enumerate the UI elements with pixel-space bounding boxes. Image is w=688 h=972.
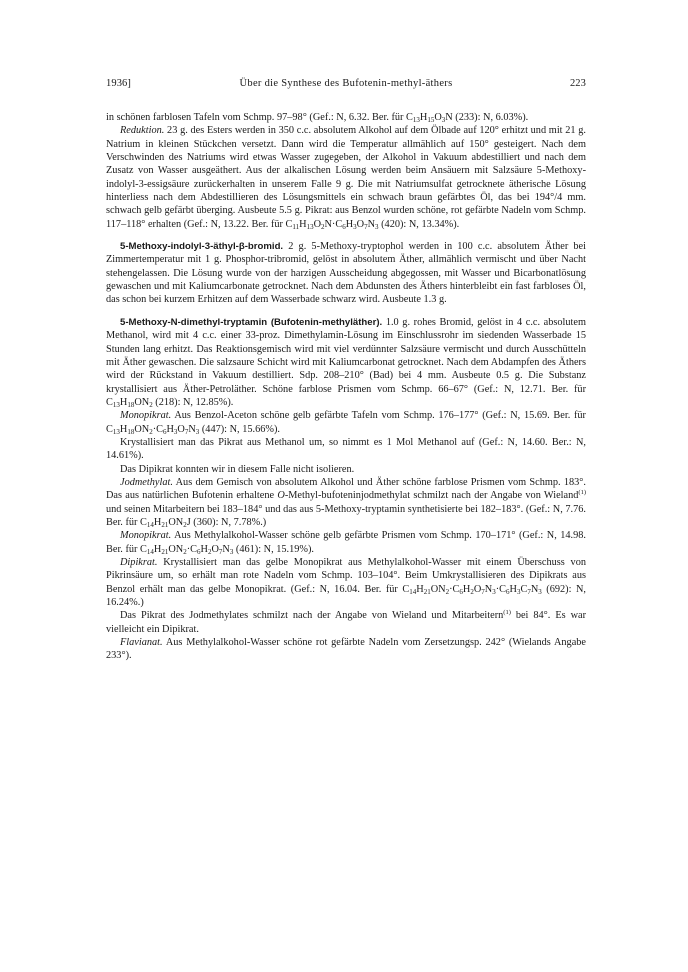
paragraph: Monopikrat. Aus Methylalkohol-Wasser schöne gelb gefärbte Prismen vom Schmp. 170–171° (Gef.: N, 14.98. Ber. für $C_{14}H_{21}ON_2\cdot C_6H_2O_7N_3$ (461): N, 15.19%). bbox=[106, 530, 586, 556]
header-title: Über die Synthese des Bufotenin-methyl-äthers bbox=[239, 78, 453, 89]
paragraph: Krystallisiert man das Pikrat aus Methanol um, so nimmt es 1 Mol Methanol auf (Gef.: N, 14.60. Ber.: N, 14.61%). bbox=[106, 436, 586, 462]
page bbox=[106, 78, 586, 663]
paragraph: in schönen farblosen Tafeln vom Schmp. 97–98° (Gef.: N, 6.32. Ber. für $C_{13}H_{15}O_3N$ (233): N, 6.03%). bbox=[106, 112, 529, 124]
paragraph: Das Dipikrat konnten wir in diesem Falle nicht isolieren. bbox=[120, 463, 355, 475]
paragraph: 5-Methoxy-N-dimethyl-tryptamin (Bufotenin-methyläther). 1.0 g. rohes Bromid, gelöst in 4 c.c. absolutem Methanol, wird mit 4 c.c. einer 33-proz. Dimethylamin-Lösung im Einschlussrohr im siedenden Wasserbade 15 Stunden lang erhitzt. Das Reaktionsgemisch wird mit viel verdünnter Salzsäure vermischt und durch Ausschütteln mit Äther gewaschen. Die salzsaure Schicht wird mit Kaliumcarbonat getrocknet. Nach dem Abdampfen des Äthers wird der Rückstand in Vakuum destilliert. Sdp. 208–210° (Bad) bei 4 mm. Ausbeute 0.5 g. Die Substanz krystallisiert aus Äther-Petroläther. Schöne farblose Prismen vom Schmp. 66–67° (Gef.: N, 12.71. Ber. für $C_{13}H_{18}ON_2$ (218): N, 12.85%). bbox=[106, 316, 586, 409]
paragraph: Flavianat. Aus Methylalkohol-Wasser schöne rot gefärbte Nadeln vom Zersetzungsp. 242° (Wielands Angabe 233°). bbox=[106, 637, 586, 662]
header-year: 1936] bbox=[106, 78, 131, 89]
body-text bbox=[106, 111, 586, 663]
paragraph: Dipikrat. Krystallisiert man das gelbe Monopikrat aus Methylalkohol-Wasser mit einem Überschuss von Pikrinsäure um, so erhält man rote Nadeln vom Schmp. 103–104°. Beim Umkrystallisieren des Dipikrats aus Benzol erhält man das gelbe Monopikrat. (Gef.: N, 16.04. Ber. für $C_{14}H_{21}ON_2\cdot C_6H_2O_7N_3\cdot C_6H_3C_7N_3$ (692): N, 16.24%.) bbox=[106, 557, 587, 609]
page-number: 223 bbox=[569, 78, 586, 89]
paragraph: Das Pikrat des Jodmethylates schmilzt nach der Angabe von Wieland und Mitarbeitern$^{(1)}$ bei 84°. Es war vielleicht ein Dipikrat. bbox=[106, 609, 587, 635]
paragraph: Monopikrat. Aus Benzol-Aceton schöne gelb gefärbte Tafeln vom Schmp. 176–177° (Gef.: N, 15.69. Ber. für $C_{13}H_{18}ON_2\cdot C_6H_3O_7N_3$ (447): N, 15.66%). bbox=[106, 410, 586, 436]
paragraph: 5-Methoxy-indolyl-3-äthyl-β-bromid. 2 g. 5-Methoxy-tryptophol werden in 100 c.c. absolutem Äther bei Zimmertemperatur mit 1 g. Phosphor-tribromid, gelöst in absolutem Äther, allmählich vermischt und über Nacht stehengelassen. Die Lösung wurde von der harzigen Ausscheidung abgegossen, mit Wasser und Bicarbonatlösung gewaschen und mit Kaliumcarbonate getrocknet. Nach dem Abdunsten des Äthers hinterbleibt ein fast farbloses Öl, das schon bei kurzem Erhitzen auf dem Wasserbade schwarz wird. Ausbeute 1.3 g. bbox=[106, 241, 586, 306]
running-header bbox=[106, 78, 586, 89]
paragraph: Reduktion. 23 g. des Esters werden in 350 c.c. absolutem Alkohol auf dem Ölbade auf 120° erhitzt und mit 21 g. Natrium in kleinen Stückchen versetzt. Dann wird die Temperatur allmählich auf 150° gesteigert. Nach dem Verschwinden des Natriums wird etwas Wasser zugegeben, der Alkohol in Vakuum abdestilliert und nach dem Zusatz von Wasser ausgeäthert. Aus der alkalischen Lösung werden beim Ansäuern mit Salzsäure 5-Methoxy-indolyl-3-essigsäure zurückerhalten in unserem Falle 9 g. Die mit Natriumsulfat getrocknete ätherische Lösung hinterliess nach dem Abdestillieren des Lösungsmittels ein schwach braun gefärbtes Öl, das bei 194°/4 mm. schwach gelb gefärbt überging. Ausbeute 5.5 g. Pikrat: aus Benzol wurden schöne, rot gefärbte Nadeln vom Schmp. 117–118° erhalten (Gef.: N, 13.22. Ber. für $C_{11}H_{13}O_2N\cdot C_6H_3O_7N_3$ (420): N, 13.34%). bbox=[106, 125, 586, 231]
paragraph: Jodmethylat. Aus dem Gemisch von absolutem Alkohol und Äther schöne farblose Prismen vom Schmp. 183°. Das aus natürlichen Bufotenin erhaltene O-Methyl-bufoteninjodmethylat schmilzt nach der Angabe von Wieland$^{(1)}$ und seinen Mitarbeitern bei 183–184° und das aus 5-Methoxy-tryptamin synthetisierte bei 182–183°. (Gef.: N, 7.76. Ber. für $C_{14}H_{21}ON_2J$ (360): N, 7.78%.) bbox=[106, 476, 586, 529]
